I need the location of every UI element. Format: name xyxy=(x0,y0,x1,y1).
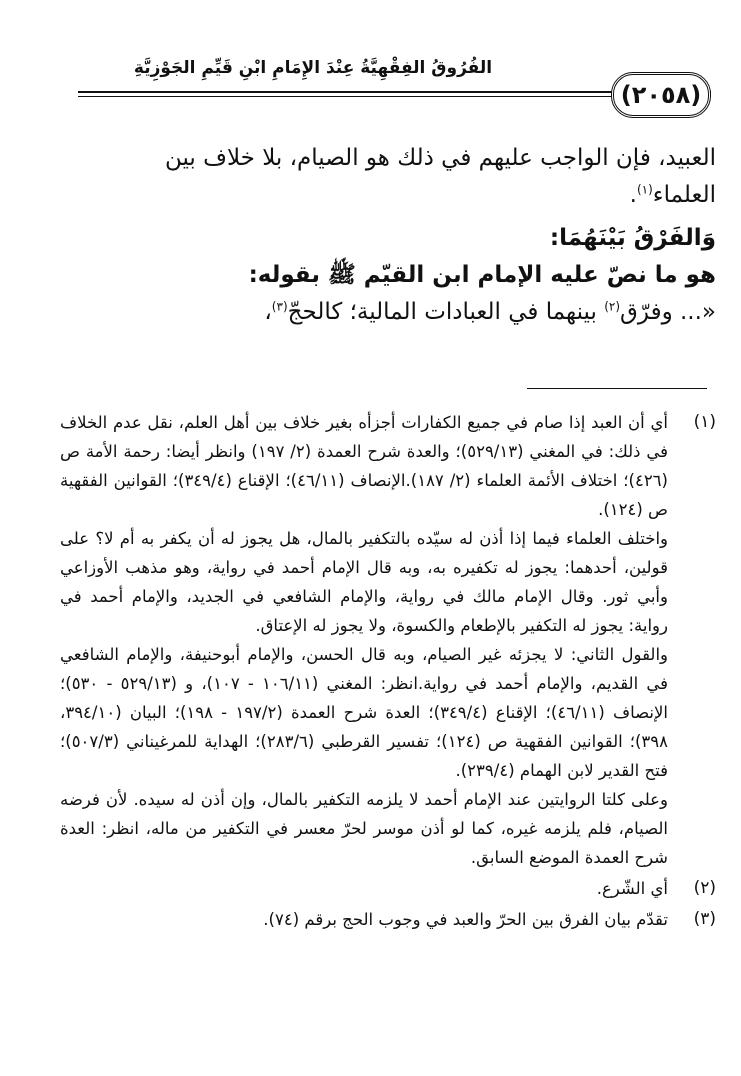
lead-sentence: هو ما نصّ عليه الإمام ابن القيّم ﷺ بقوله: xyxy=(248,262,716,288)
footnote-body xyxy=(60,874,668,903)
footnote-ref-2[interactable]: (٢) xyxy=(604,299,621,314)
footnote-ref-3[interactable]: (٣) xyxy=(271,299,288,314)
footnote-ref-1[interactable]: (١) xyxy=(636,182,653,197)
section-subheading: وَالفَرْقُ بَيْنَهُمَا: xyxy=(549,225,716,251)
footnote-number: (٢) xyxy=(693,878,716,898)
footnote-body xyxy=(60,408,668,872)
paragraph-continuation: العبيد، فإن الواجب عليهم في ذلك هو الصيام، بلا خلاف بين العلماء$^{(١)}$. xyxy=(164,145,716,208)
footnote xyxy=(60,874,716,903)
page-number: (٢٠٥٨) xyxy=(611,72,711,118)
footnote-paragraph: والقول الثاني: لا يجزئه غير الصيام، وبه قال الحسن، والإمام أبوحنيفة، والإمام الشافعي في القديم، والإمام أحمد في رواية.انظر: المغني (١٠٦/١١ - ١٠٧)، و (٥٢٩/١٣ - ٥٣٠)؛ الإنصاف (٤٦/١١)؛ الإقناع (٣٤٩/٤)؛ العدة شرح العمدة (١٩٧/٢ - ١٩٨)؛ البيان (٣٩٤/١٠، ٣٩٨)؛ القوانين الفقهية ص (١٢٤)؛ تفسير القرطبي (٢٨٣/٦)؛ الهداية للمرغيناني (٥٠٧/٣)؛ فتح القدير لابن الهمام (٢٣٩/٤). xyxy=(60,645,668,780)
footnote-paragraph: أي أن العبد إذا صام في جميع الكفارات أجزأه بغير خلاف بين أهل العلم، نقل عدم الخلاف في ذلك: في المغني (٥٢٩/١٣)؛ والعدة شرح العمدة (٢/ ١٩٧) وانظر أيضا: رحمة الأمة ص (٤٢٦)؛ اختلاف الأئمة العلماء (٢/ ١٨٧).الإنصاف (٤٦/١١)؛ الإقناع (٣٤٩/٤)؛ القوانين الفقهية ص (١٢٤). xyxy=(60,413,668,519)
quotation: «... وفرّق$^{(٢)}$ بينهما في العبادات المالية؛ كالحجّ$^{(٣)}$، xyxy=(264,299,716,325)
footnote-number: (١) xyxy=(693,412,716,432)
footnotes xyxy=(60,408,716,934)
footnote-paragraph: أي الشّرع. xyxy=(596,879,668,898)
main-text xyxy=(76,140,716,331)
paragraph-line: العلماء xyxy=(652,182,716,208)
footnote xyxy=(60,905,716,934)
footnote-number: (٣) xyxy=(693,909,716,929)
footnote-paragraph: تقدّم بيان الفرق بين الحرّ والعبد في وجوب الحج برقم (٧٤). xyxy=(263,910,668,929)
footnote-paragraph: وعلى كلتا الروايتين عند الإمام أحمد لا يلزمه التكفير بالمال، وإن أذن له سيده. لأن فرضه الصيام، فلم يلزمه غيره، كما لو أذن موسر لحرّ معسر في التكفير من ماله، انظر: العدة شرح العمدة الموضع السابق. xyxy=(60,790,668,867)
footnote-paragraph: واختلف العلماء فيما إذا أذن له سيّده بالتكفير بالمال، هل يجوز له أن يكفر به أم لا؟ على قولين، أحدهما: يجوز له تكفيره به، وبه قال الإمام أحمد في رواية، وهو مذهب الأوزاعي وأبي ثور. وقال الإمام مالك في رواية، والإمام الشافعي في الجديد، والإمام أحمد في رواية: يجوز له التكفير بالإطعام والكسوة، ولا يجوز له الإعتاق. xyxy=(60,529,668,635)
footnote xyxy=(60,408,716,872)
paragraph-line: العبيد، فإن الواجب عليهم في ذلك هو الصيام، بلا خلاف بين xyxy=(164,145,716,171)
footnote-separator xyxy=(527,388,707,389)
running-header xyxy=(78,58,711,114)
footnote-body xyxy=(60,905,668,934)
running-title: الفُرُوقُ الفِقْهِيَّةُ عِنْدَ الإِمَامِ ابْنِ قَيِّمِ الجَوْزِيَّةِ xyxy=(133,58,493,78)
